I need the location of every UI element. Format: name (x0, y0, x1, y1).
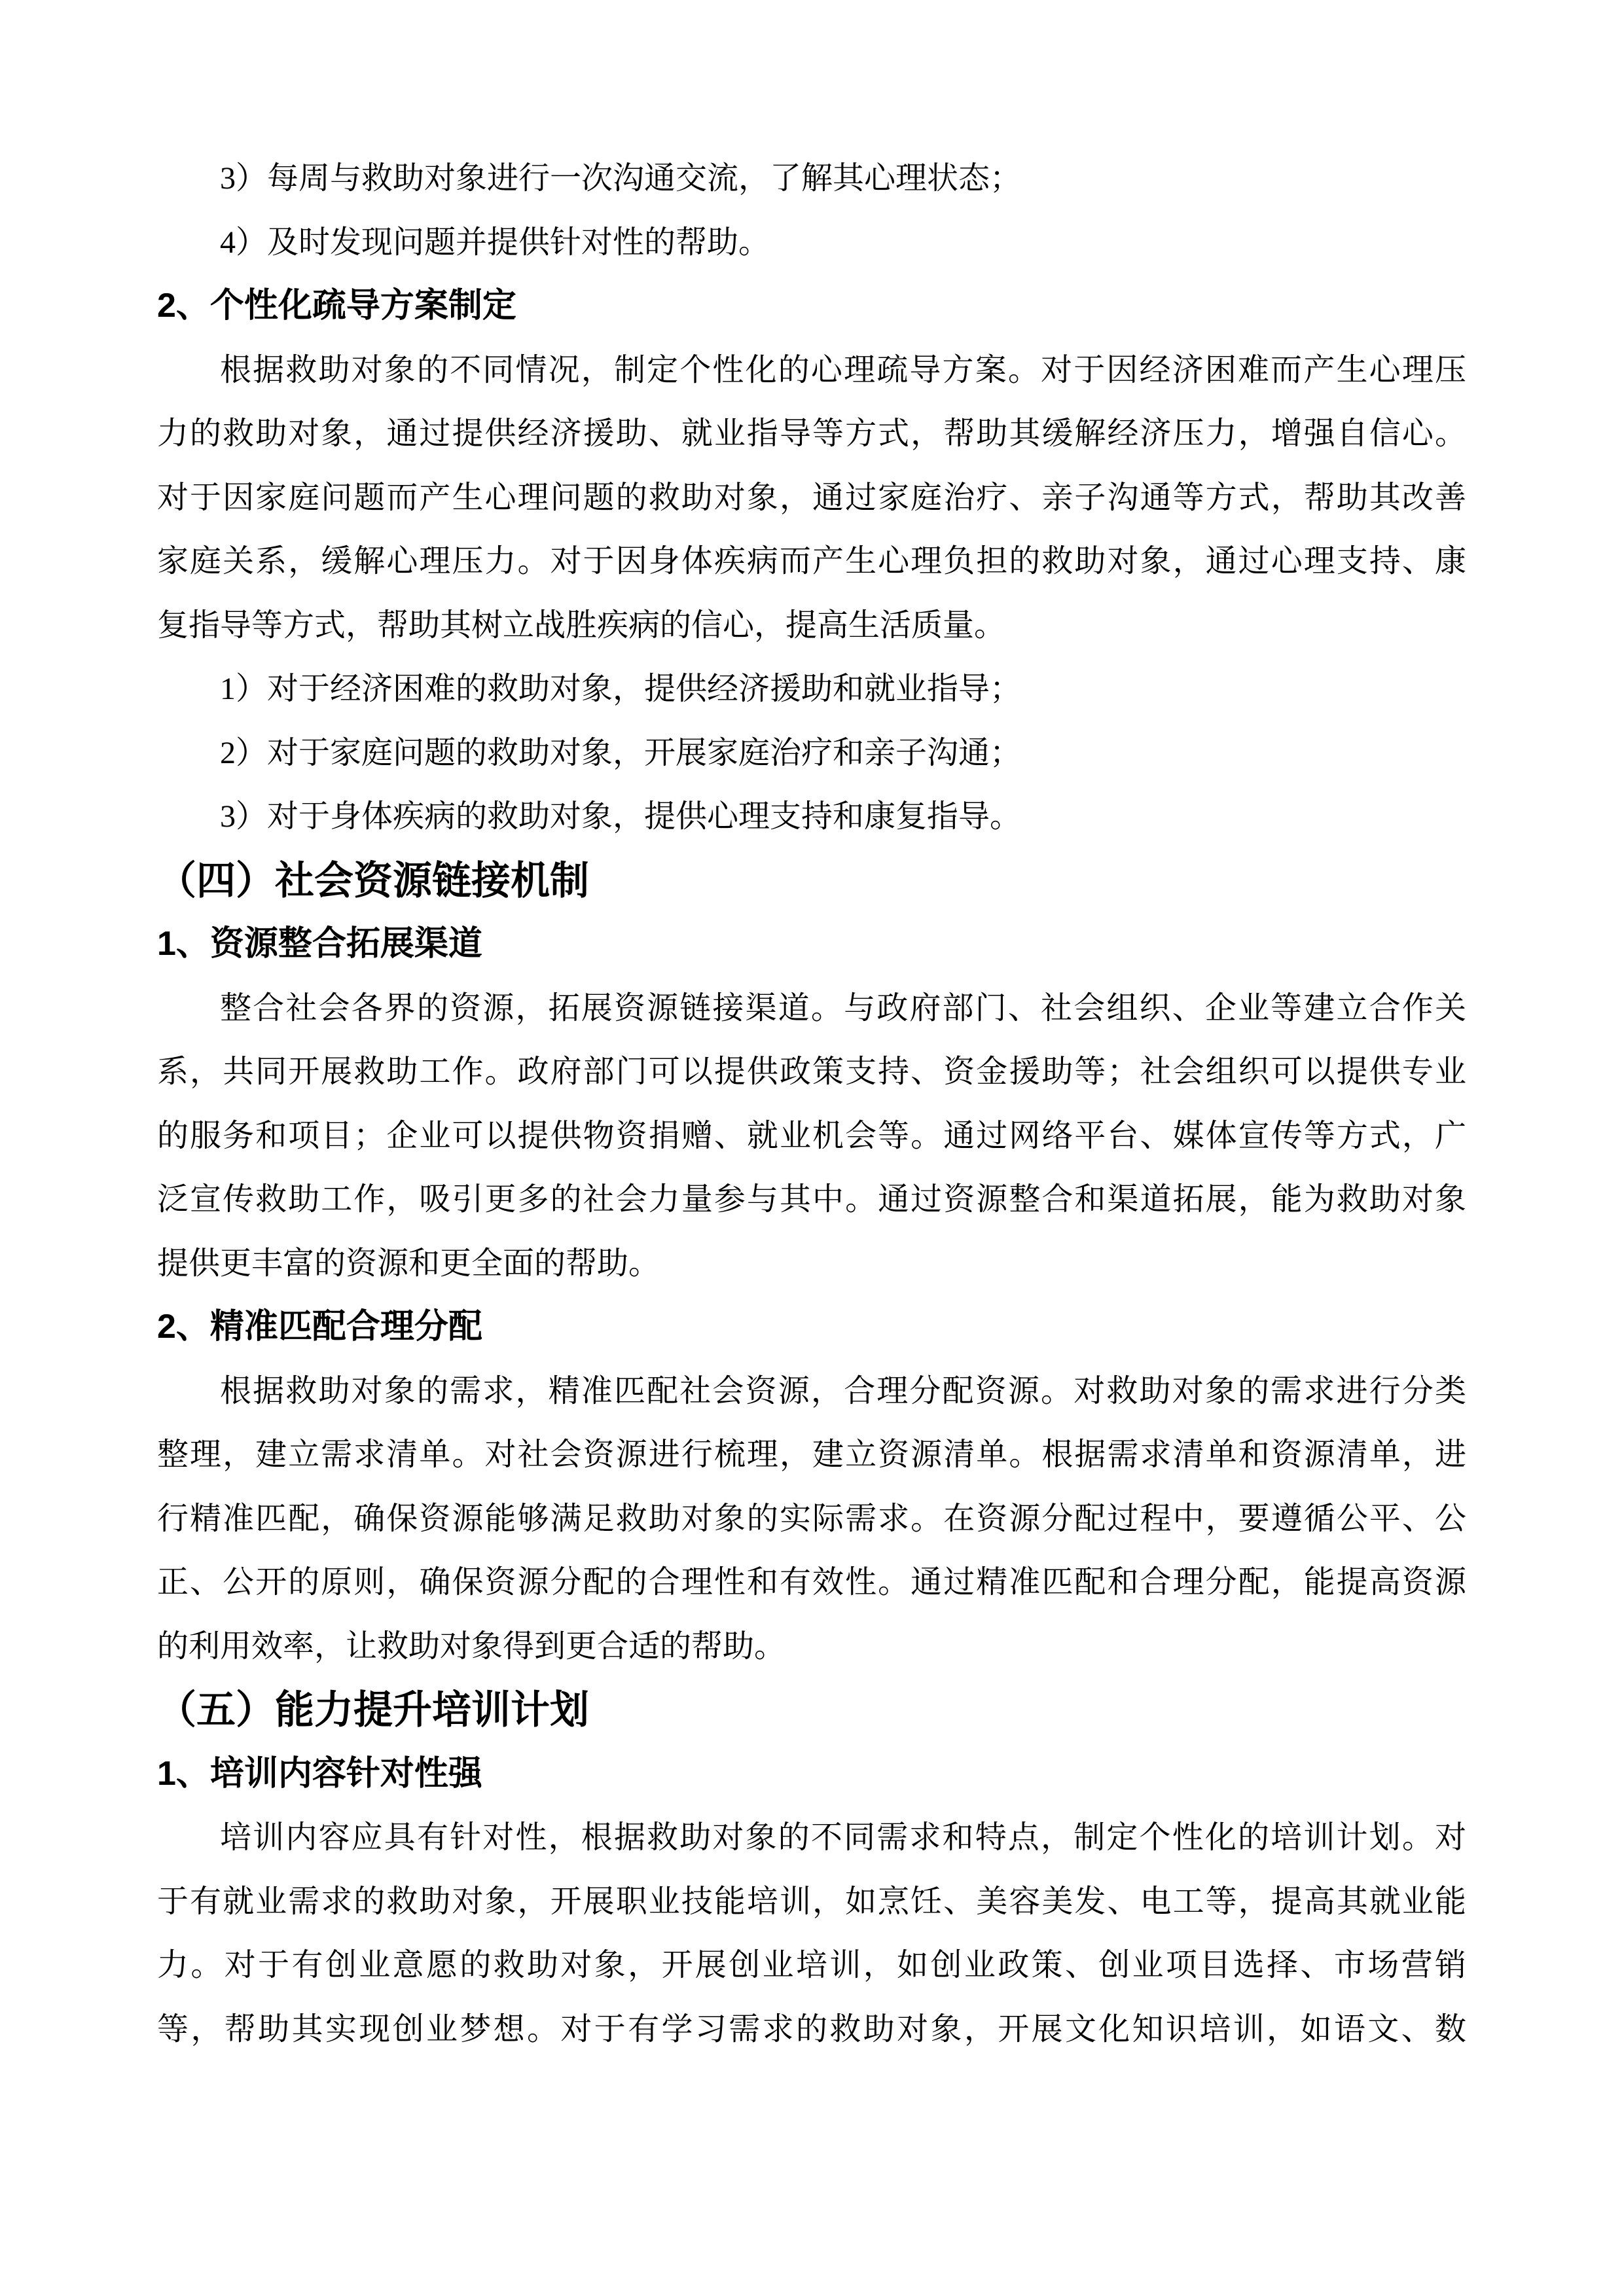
paragraph-line: 的服务和项目；企业可以提供物资捐赠、就业机会等。通过网络平台、媒体宣传等方式，广 (157, 1118, 1466, 1153)
paragraph-line: 整理，建立需求清单。对社会资源进行梳理，建立资源清单。根据需求清单和资源清单，进 (157, 1437, 1466, 1472)
paragraph-line: 根据救助对象的不同情况，制定个性化的心理疏导方案。对于因经济困难而产生心理压 (220, 352, 1466, 387)
paragraph-line: 于有就业需求的救助对象，开展职业技能培训，如烹饪、美容美发、电工等，提高其就业能 (157, 1884, 1466, 1919)
paragraph-line: 复指导等方式，帮助其树立战胜疾病的信心，提高生活质量。 (157, 607, 1006, 643)
list-item-line: 4）及时发现问题并提供针对性的帮助。 (220, 224, 770, 260)
paragraph-line: 培训内容应具有针对性，根据救助对象的不同需求和特点，制定个性化的培训计划。对 (220, 1820, 1466, 1855)
section-heading: （五）能力提升培训计划 (157, 1688, 589, 1732)
section-heading: （四）社会资源链接机制 (157, 858, 589, 903)
sub-heading: 1、资源整合拓展渠道 (157, 925, 482, 963)
paragraph-line: 根据救助对象的需求，精准匹配社会资源，合理分配资源。对救助对象的需求进行分类 (220, 1373, 1466, 1408)
paragraph-line: 对于因家庭问题而产生心理问题的救助对象，通过家庭治疗、亲子沟通等方式，帮助其改善 (157, 480, 1466, 515)
sub-heading: 2、个性化疏导方案制定 (157, 287, 516, 325)
paragraph-line: 整合社会各界的资源，拓展资源链接渠道。与政府部门、社会组织、企业等建立合作关 (220, 990, 1466, 1026)
paragraph-line: 行精准匹配，确保资源能够满足救助对象的实际需求。在资源分配过程中，要遵循公平、公 (157, 1501, 1466, 1536)
list-item-line: 2）对于家庭问题的救助对象，开展家庭治疗和亲子沟通； (220, 735, 1022, 770)
paragraph-line: 系，共同开展救助工作。政府部门可以提供政策支持、资金援助等；社会组织可以提供专业 (157, 1054, 1466, 1089)
paragraph-line: 等，帮助其实现创业梦想。对于有学习需求的救助对象，开展文化知识培训，如语文、数 (157, 2011, 1466, 2047)
paragraph-line: 家庭关系，缓解心理压力。对于因身体疾病而产生心理负担的救助对象，通过心理支持、康 (157, 544, 1466, 579)
list-item-line: 3）对于身体疾病的救助对象，提供心理支持和康复指导。 (220, 799, 1022, 834)
paragraph-line: 的利用效率，让救助对象得到更合适的帮助。 (157, 1628, 786, 1664)
list-item-line: 1）对于经济困难的救助对象，提供经济援助和就业指导； (220, 672, 1022, 706)
list-item-line: 3）每周与救助对象进行一次沟通交流，了解其心理状态； (220, 161, 1022, 196)
sub-heading: 1、培训内容针对性强 (157, 1754, 482, 1793)
document-content (157, 147, 1466, 2061)
paragraph-line: 力的救助对象，通过提供经济援助、就业指导等方式，帮助其缓解经济压力，增强自信心。 (157, 416, 1466, 451)
paragraph-line: 正、公开的原则，确保资源分配的合理性和有效性。通过精准匹配和合理分配，能提高资源 (157, 1565, 1466, 1600)
sub-heading: 2、精准匹配合理分配 (157, 1308, 482, 1346)
paragraph-line: 提供更丰富的资源和更全面的帮助。 (157, 1246, 660, 1281)
paragraph-line: 力。对于有创业意愿的救助对象，开展创业培训，如创业政策、创业项目选择、市场营销 (157, 1948, 1466, 1982)
paragraph-line: 泛宣传救助工作，吸引更多的社会力量参与其中。通过资源整合和渠道拓展，能为救助对象 (157, 1182, 1466, 1217)
